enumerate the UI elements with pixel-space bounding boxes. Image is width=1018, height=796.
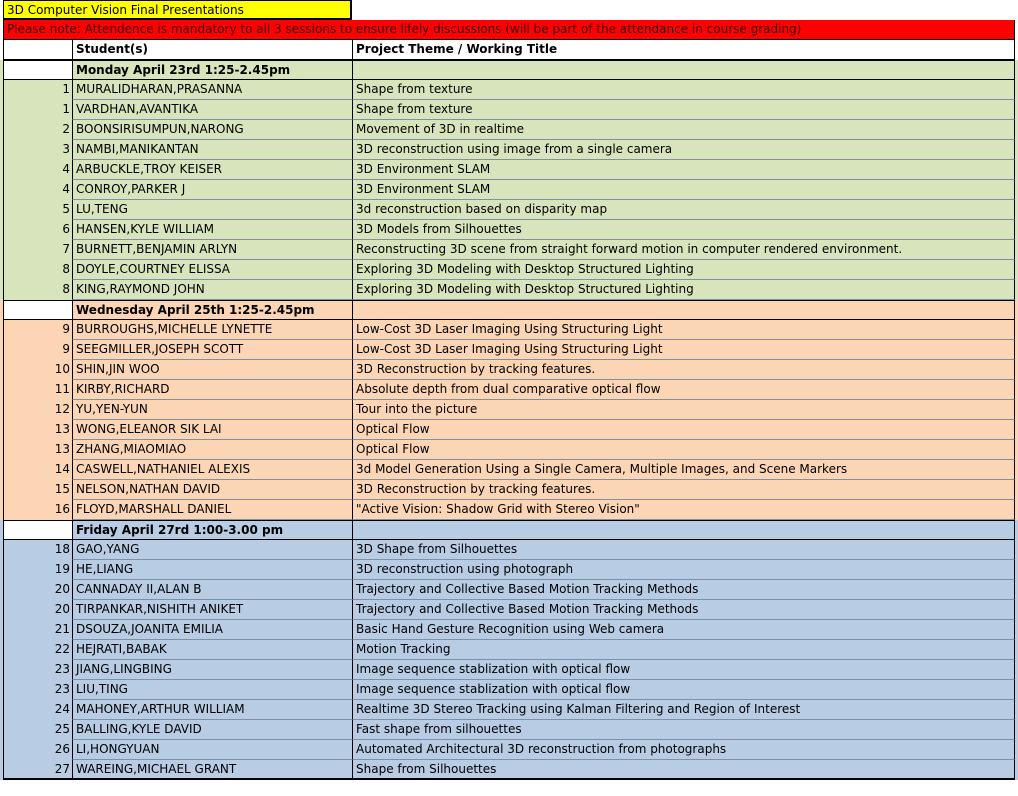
project-title[interactable]: Absolute depth from dual comparative optical flow [352, 380, 1015, 400]
note-row [0, 20, 1018, 40]
header-number-cell[interactable] [3, 40, 72, 60]
group-number[interactable]: 23 [3, 680, 72, 700]
student-name[interactable]: LU,TENG [72, 200, 352, 220]
group-number[interactable]: 4 [3, 160, 72, 180]
table-row [0, 720, 1018, 740]
group-number[interactable]: 14 [3, 460, 72, 480]
student-name[interactable]: BURNETT,BENJAMIN ARLYN [72, 240, 352, 260]
group-number[interactable]: 11 [3, 380, 72, 400]
table-row [0, 80, 1018, 100]
session-title-cell[interactable] [352, 60, 1015, 80]
table-row [0, 320, 1018, 340]
session-header-row [0, 60, 1018, 80]
student-name[interactable]: KING,RAYMOND JOHN [72, 280, 352, 300]
student-name[interactable]: TIRPANKAR,NISHITH ANIKET [72, 600, 352, 620]
project-title[interactable]: Basic Hand Gesture Recognition using Web camera [352, 620, 1015, 640]
student-name[interactable]: BALLING,KYLE DAVID [72, 720, 352, 740]
title-row [0, 0, 1018, 20]
group-number[interactable]: 8 [3, 280, 72, 300]
header-students[interactable]: Student(s) [72, 40, 352, 60]
group-number[interactable]: 23 [3, 660, 72, 680]
table-row [0, 180, 1018, 200]
student-name[interactable]: SHIN,JIN WOO [72, 360, 352, 380]
header-row [0, 40, 1018, 60]
project-title[interactable]: 3D Environment SLAM [352, 180, 1015, 200]
group-number[interactable]: 19 [3, 560, 72, 580]
student-name[interactable]: MAHONEY,ARTHUR WILLIAM [72, 700, 352, 720]
student-name[interactable]: CANNADAY II,ALAN B [72, 580, 352, 600]
session-number-cell[interactable] [3, 520, 72, 540]
session-label[interactable]: Wednesday April 25th 1:25-2.45pm [72, 300, 352, 320]
project-title[interactable]: 3d Model Generation Using a Single Camera, Multiple Images, and Scene Markers [352, 460, 1015, 480]
table-row [0, 380, 1018, 400]
group-number[interactable]: 10 [3, 360, 72, 380]
group-number[interactable]: 9 [3, 320, 72, 340]
project-title[interactable]: Tour into the picture [352, 400, 1015, 420]
group-number[interactable]: 18 [3, 540, 72, 560]
group-number[interactable]: 5 [3, 200, 72, 220]
table-row [0, 260, 1018, 280]
table-row [0, 280, 1018, 300]
student-name[interactable]: KIRBY,RICHARD [72, 380, 352, 400]
student-name[interactable]: HANSEN,KYLE WILLIAM [72, 220, 352, 240]
table-row [0, 120, 1018, 140]
group-number[interactable]: 20 [3, 580, 72, 600]
student-name[interactable]: DSOUZA,JOANITA EMILIA [72, 620, 352, 640]
project-title[interactable]: Exploring 3D Modeling with Desktop Structured Lighting [352, 260, 1015, 280]
session-header-row [0, 300, 1018, 320]
project-title[interactable]: Optical Flow [352, 440, 1015, 460]
group-number[interactable]: 8 [3, 260, 72, 280]
session-title-cell[interactable] [352, 300, 1015, 320]
project-title[interactable]: Image sequence stablization with optical flow [352, 680, 1015, 700]
table-row [0, 100, 1018, 120]
student-name[interactable]: ZHANG,MIAOMIAO [72, 440, 352, 460]
group-number[interactable]: 7 [3, 240, 72, 260]
session-number-cell[interactable] [3, 300, 72, 320]
project-title[interactable]: Exploring 3D Modeling with Desktop Structured Lighting [352, 280, 1015, 300]
student-name[interactable]: HE,LIANG [72, 560, 352, 580]
table-row [0, 760, 1018, 780]
sheet-title[interactable]: 3D Computer Vision Final Presentations [3, 0, 352, 20]
student-name[interactable]: CONROY,PARKER J [72, 180, 352, 200]
student-name[interactable]: MURALIDHARAN,PRASANNA [72, 80, 352, 100]
session-label[interactable]: Friday April 27rd 1:00-3.00 pm [72, 520, 352, 540]
project-title[interactable]: Low-Cost 3D Laser Imaging Using Structuring Light [352, 340, 1015, 360]
group-number[interactable]: 22 [3, 640, 72, 660]
session-title-cell[interactable] [352, 520, 1015, 540]
project-title[interactable]: 3D Shape from Silhouettes [352, 540, 1015, 560]
table-row [0, 360, 1018, 380]
project-title[interactable]: 3D reconstruction using image from a single camera [352, 140, 1015, 160]
table-row [0, 540, 1018, 560]
session-header-row [0, 520, 1018, 540]
table-row [0, 480, 1018, 500]
project-title[interactable]: Movement of 3D in realtime [352, 120, 1015, 140]
student-name[interactable]: NAMBI,MANIKANTAN [72, 140, 352, 160]
student-name[interactable]: WONG,ELEANOR SIK LAI [72, 420, 352, 440]
student-name[interactable]: YU,YEN-YUN [72, 400, 352, 420]
project-title[interactable]: Shape from texture [352, 80, 1015, 100]
project-title[interactable]: "Active Vision: Shadow Grid with Stereo Vision" [352, 500, 1015, 520]
project-title[interactable]: Trajectory and Collective Based Motion Tracking Methods [352, 600, 1015, 620]
student-name[interactable]: BOONSIRISUMPUN,NARONG [72, 120, 352, 140]
student-name[interactable]: LIU,TING [72, 680, 352, 700]
project-title[interactable]: 3D Models from Silhouettes [352, 220, 1015, 240]
project-title[interactable]: Optical Flow [352, 420, 1015, 440]
project-title[interactable]: Low-Cost 3D Laser Imaging Using Structuring Light [352, 320, 1015, 340]
project-title[interactable]: Reconstructing 3D scene from straight forward motion in computer rendered environment. [352, 240, 1015, 260]
table-row [0, 420, 1018, 440]
group-number[interactable]: 1 [3, 80, 72, 100]
student-name[interactable]: VARDHAN,AVANTIKA [72, 100, 352, 120]
project-title[interactable]: Motion Tracking [352, 640, 1015, 660]
student-name[interactable]: GAO,YANG [72, 540, 352, 560]
table-row [0, 620, 1018, 640]
attendance-note[interactable]: Please note: Attendence is mandatory to all 3 sessions to ensure lifely discussions (will be part of the attendance in course grading) [3, 20, 1015, 40]
group-number[interactable]: 13 [3, 420, 72, 440]
table-row [0, 140, 1018, 160]
table-row [0, 220, 1018, 240]
group-number[interactable]: 21 [3, 620, 72, 640]
table-row [0, 560, 1018, 580]
table-row [0, 160, 1018, 180]
student-name[interactable]: WAREING,MICHAEL GRANT [72, 760, 352, 780]
session-number-cell[interactable] [3, 60, 72, 80]
project-title[interactable]: Trajectory and Collective Based Motion Tracking Methods [352, 580, 1015, 600]
group-number[interactable]: 25 [3, 720, 72, 740]
table-row [0, 680, 1018, 700]
sessions-table [0, 60, 1018, 780]
project-title[interactable]: 3D reconstruction using photograph [352, 560, 1015, 580]
table-row [0, 700, 1018, 720]
student-name[interactable]: LI,HONGYUAN [72, 740, 352, 760]
group-number[interactable]: 20 [3, 600, 72, 620]
project-title[interactable]: Shape from Silhouettes [352, 760, 1015, 780]
student-name[interactable]: SEEGMILLER,JOSEPH SCOTT [72, 340, 352, 360]
group-number[interactable]: 26 [3, 740, 72, 760]
group-number[interactable]: 4 [3, 180, 72, 200]
table-row [0, 240, 1018, 260]
table-row [0, 640, 1018, 660]
student-name[interactable]: BURROUGHS,MICHELLE LYNETTE [72, 320, 352, 340]
table-row [0, 400, 1018, 420]
table-row [0, 460, 1018, 480]
group-number[interactable]: 9 [3, 340, 72, 360]
project-title[interactable]: Image sequence stablization with optical flow [352, 660, 1015, 680]
group-number[interactable]: 13 [3, 440, 72, 460]
header-project[interactable]: Project Theme / Working Title [352, 40, 1015, 60]
project-title[interactable]: 3D Environment SLAM [352, 160, 1015, 180]
group-number[interactable]: 27 [3, 760, 72, 780]
group-number[interactable]: 3 [3, 140, 72, 160]
student-name[interactable]: JIANG,LINGBING [72, 660, 352, 680]
table-row [0, 200, 1018, 220]
table-row [0, 440, 1018, 460]
project-title[interactable]: Realtime 3D Stereo Tracking using Kalman Filtering and Region of Interest [352, 700, 1015, 720]
project-title[interactable]: Shape from texture [352, 100, 1015, 120]
group-number[interactable]: 12 [3, 400, 72, 420]
student-name[interactable]: CASWELL,NATHANIEL ALEXIS [72, 460, 352, 480]
student-name[interactable]: ARBUCKLE,TROY KEISER [72, 160, 352, 180]
project-title[interactable]: Fast shape from silhouettes [352, 720, 1015, 740]
project-title[interactable]: 3D Reconstruction by tracking features. [352, 360, 1015, 380]
project-title[interactable]: Automated Architectural 3D reconstruction from photographs [352, 740, 1015, 760]
group-number[interactable]: 2 [3, 120, 72, 140]
group-number[interactable]: 15 [3, 480, 72, 500]
group-number[interactable]: 16 [3, 500, 72, 520]
student-name[interactable]: HEJRATI,BABAK [72, 640, 352, 660]
session-label[interactable]: Monday April 23rd 1:25-2.45pm [72, 60, 352, 80]
student-name[interactable]: NELSON,NATHAN DAVID [72, 480, 352, 500]
group-number[interactable]: 1 [3, 100, 72, 120]
student-name[interactable]: FLOYD,MARSHALL DANIEL [72, 500, 352, 520]
project-title[interactable]: 3d reconstruction based on disparity map [352, 200, 1015, 220]
table-row [0, 660, 1018, 680]
project-title[interactable]: 3D Reconstruction by tracking features. [352, 480, 1015, 500]
table-row [0, 340, 1018, 360]
table-row [0, 600, 1018, 620]
student-name[interactable]: DOYLE,COURTNEY ELISSA [72, 260, 352, 280]
group-number[interactable]: 6 [3, 220, 72, 240]
group-number[interactable]: 24 [3, 700, 72, 720]
table-row [0, 500, 1018, 520]
table-row [0, 580, 1018, 600]
table-row [0, 740, 1018, 760]
